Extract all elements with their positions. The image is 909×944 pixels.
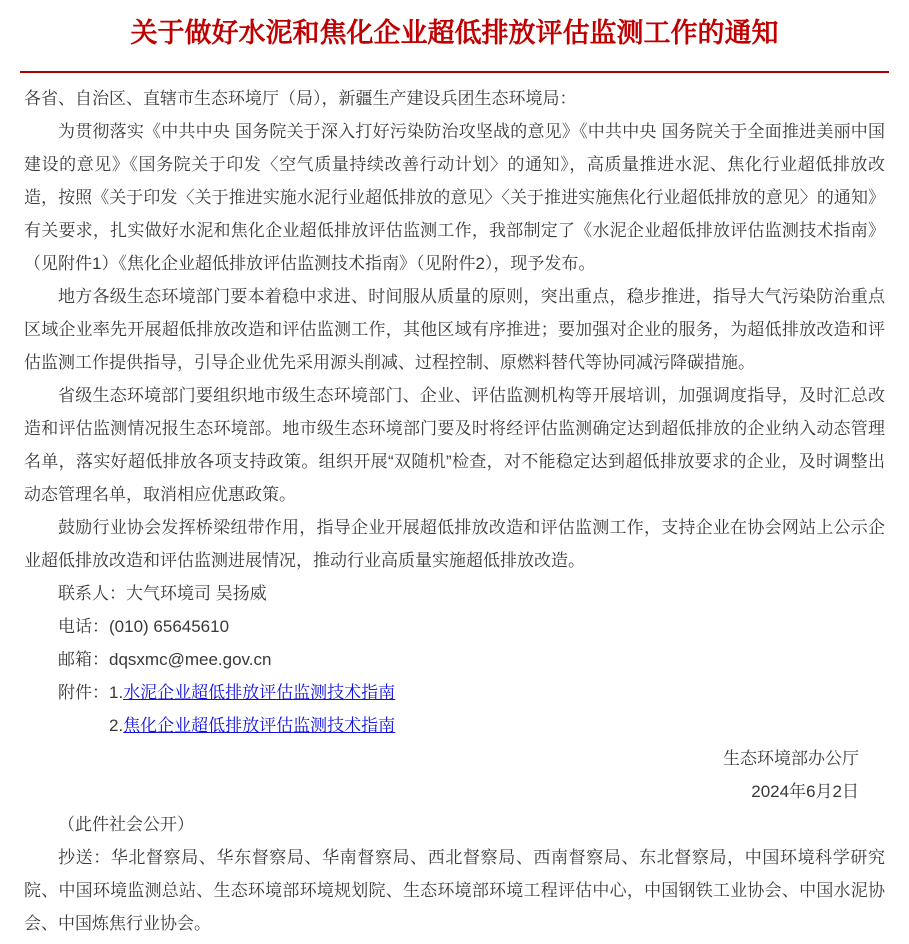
salutation: 各省、自治区、直辖市生态环境厅（局），新疆生产建设兵团生态环境局： xyxy=(24,89,577,108)
body-paragraph-4: 鼓励行业协会发挥桥梁纽带作用，指导企业开展超低排放改造和评估监测工作，支持企业在协会网站上公示企业超低排放改造和评估监测进展情况，推动行业高质量实施超低排放改造。 xyxy=(24,518,885,570)
attachment-item-2 xyxy=(109,709,395,742)
attachment-link-cement-guide[interactable]: 水泥企业超低排放评估监测技术指南 xyxy=(123,683,396,702)
signature-date: 2024年6月2日 xyxy=(751,782,859,801)
page-title: 关于做好水泥和焦化企业超低排放评估监测工作的通知 xyxy=(130,18,779,48)
contact-email-line xyxy=(24,643,885,676)
cc-list: 抄送：华北督察局、华东督察局、华南督察局、西北督察局、西南督察局、东北督察局，中国环境科学研究院、中国环境监测总站、生态环境部环境规划院、生态环境部环境工程评估中心，中国钢铁工业协会、中国水泥协会、中国炼焦行业协会。 xyxy=(24,848,885,933)
attachment-number-2: 2. xyxy=(109,716,124,735)
document-body xyxy=(0,73,909,940)
contact-phone-line xyxy=(24,610,885,643)
attachment-link-coking-guide[interactable]: 焦化企业超低排放评估监测技术指南 xyxy=(123,716,396,735)
body-paragraph-2: 地方各级生态环境部门要本着稳中求进、时间服从质量的原则，突出重点，稳步推进，指导大气污染防治重点区域企业率先开展超低排放改造和评估监测工作，其他区域有序推进；要加强对企业的服务，为超低排放改造和评估监测工作提供指导，引导企业优先采用源头削减、过程控制、原燃料替代等协同减污降碳措施。 xyxy=(24,287,885,372)
attachment-item-1 xyxy=(109,676,395,709)
signature-issuer: 生态环境部办公厅 xyxy=(723,749,859,768)
body-paragraph-1: 为贯彻落实《中共中央 国务院关于深入打好污染防治攻坚战的意见》《中共中央 国务院关于全面推进美丽中国建设的意见》《国务院关于印发〈空气质量持续改善行动计划〉的通知》，高质量推进水泥、焦化行业超低排放改造，按照《关于印发〈关于推进实施水泥行业超低排放的意见〉〈关于推进实施焦化行业超低排放的意见〉的通知》有关要求，扎实做好水泥和焦化企业超低排放评估监测工作，我部制定了《水泥企业超低排放评估监测技术指南》（见附件1）《焦化企业超低排放评估监测技术指南》（见附件2），现予发布。 xyxy=(24,122,885,273)
contact-email-label: 邮箱： xyxy=(58,650,109,669)
contact-person-label: 联系人： xyxy=(58,584,126,603)
attachments-block xyxy=(24,676,885,742)
contact-email-value: dqsxmc@mee.gov.cn xyxy=(109,650,272,669)
contact-phone-label: 电话： xyxy=(58,617,109,636)
attachments-list xyxy=(109,676,395,742)
public-disclosure-note: （此件社会公开） xyxy=(58,815,194,834)
attachments-label: 附件： xyxy=(58,683,109,702)
contact-person-value: 大气环境司 吴扬威 xyxy=(126,584,267,603)
contact-person-line xyxy=(24,577,885,610)
attachment-number-1: 1. xyxy=(109,683,124,702)
contact-phone-value: (010) 65645610 xyxy=(109,617,230,636)
body-paragraph-3: 省级生态环境部门要组织地市级生态环境部门、企业、评估监测机构等开展培训，加强调度指导，及时汇总改造和评估监测情况报生态环境部。地市级生态环境部门要及时将经评估监测确定达到超低排放的企业纳入动态管理名单，落实好超低排放各项支持政策。组织开展“双随机”检查，对不能稳定达到超低排放要求的企业，及时调整出动态管理名单，取消相应优惠政策。 xyxy=(24,386,885,504)
